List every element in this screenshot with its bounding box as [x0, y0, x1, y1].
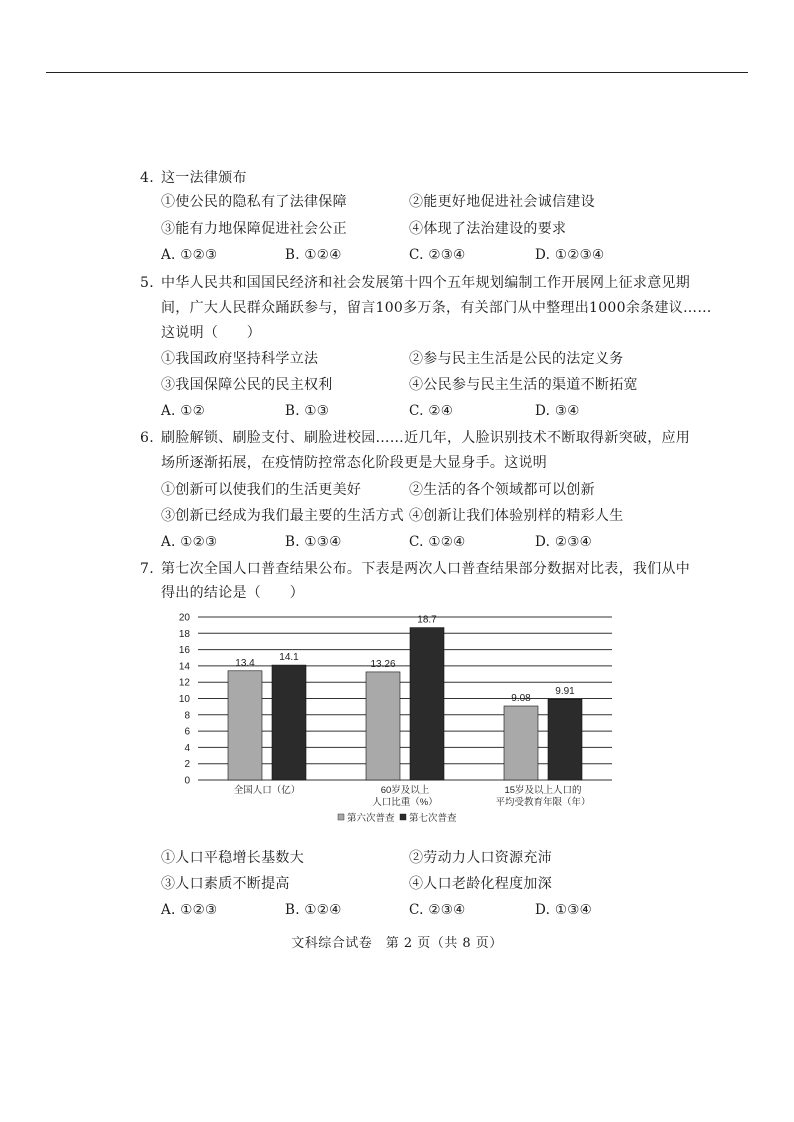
option-2: ②参与民主生活是公民的法定义务	[409, 351, 624, 367]
answer-d: D. ②③④	[535, 534, 593, 550]
answer-c: C. ②④	[409, 403, 454, 419]
bar	[366, 672, 400, 780]
option-2: ②能更好地促进社会诚信建设	[409, 194, 595, 210]
y-tick-label: 8	[184, 710, 190, 722]
question-stem-line: 中华人民共和国国民经济和社会发展第十四个五年规划编制工作开展网上征求意见期	[161, 275, 691, 291]
answer-d: D. ①③④	[535, 902, 593, 918]
answer-b: B. ①②④	[285, 902, 342, 918]
y-tick-label: 20	[178, 612, 190, 624]
option-4: ④创新让我们体验别样的精彩人生	[409, 508, 624, 524]
category-label: 平均受教育年限（年）	[495, 797, 591, 808]
answer-a: A. ①②③	[161, 247, 218, 263]
bar	[272, 665, 306, 780]
option-4: ④公民参与民主生活的渠道不断拓宽	[409, 377, 638, 393]
data-label: 14.1	[279, 652, 299, 664]
y-tick-label: 4	[184, 742, 190, 754]
y-tick-label: 18	[178, 628, 190, 640]
question-stem: 这一法律颁布	[161, 170, 247, 186]
page-footer: 文科综合试卷 第 2 页（共 8 页）	[291, 936, 503, 951]
question-stem-line: 这说明（ ）	[161, 325, 262, 341]
option-1: ①使公民的隐私有了法律保障	[161, 194, 347, 210]
option-3: ③人口素质不断提高	[161, 876, 290, 892]
answer-b: B. ①②④	[285, 247, 342, 263]
bar-chart	[160, 603, 630, 833]
y-tick-label: 0	[184, 775, 190, 787]
category-label: 15岁及以上人口的	[504, 785, 582, 796]
data-label: 9.08	[511, 692, 531, 704]
answer-a: A. ①②③	[161, 534, 218, 550]
category-label: 60岁及以上	[380, 785, 430, 796]
y-tick-label: 14	[178, 661, 190, 673]
option-4: ④体现了法治建设的要求	[409, 221, 567, 237]
option-3: ③能有力地保障促进社会公正	[161, 221, 347, 237]
answer-a: A. ①②	[161, 403, 206, 419]
data-label: 13.26	[370, 658, 396, 670]
legend-label: 第六次普查	[347, 813, 395, 824]
legend-swatch	[338, 814, 344, 820]
y-tick-label: 6	[184, 726, 190, 738]
y-tick-label: 12	[178, 677, 190, 689]
data-label: 18.7	[417, 614, 437, 626]
option-2: ②生活的各个领域都可以创新	[409, 482, 595, 498]
bar	[504, 706, 538, 780]
question-number: 5.	[140, 275, 154, 291]
answer-b: B. ①③④	[285, 534, 342, 550]
y-tick-label: 16	[178, 645, 190, 657]
option-1: ①创新可以使我们的生活更美好	[161, 482, 362, 498]
data-label: 9.91	[555, 686, 575, 698]
option-3: ③我国保障公民的民主权利	[161, 377, 333, 393]
legend-swatch	[400, 814, 406, 820]
category-label: 全国人口（亿）	[233, 785, 301, 796]
answer-d: D. ③④	[535, 403, 580, 419]
question-number: 6.	[140, 430, 154, 446]
answer-d: D. ①②③④	[535, 247, 605, 263]
bar	[228, 671, 262, 780]
question-stem-line: 间，广大人民群众踊跃参与，留言100多万条，有关部门从中整理出1000余条建议……	[161, 300, 712, 316]
answer-c: C. ①②④	[409, 534, 466, 550]
answer-b: B. ①③	[285, 403, 330, 419]
option-2: ②劳动力人口资源充沛	[409, 850, 552, 866]
answer-c: C. ②③④	[409, 247, 466, 263]
y-tick-label: 10	[178, 694, 190, 705]
bar	[548, 699, 582, 780]
question-number: 4.	[140, 170, 154, 186]
data-label: 13.4	[235, 657, 255, 669]
question-number: 7.	[140, 561, 154, 577]
option-1: ①人口平稳增长基数大	[161, 850, 304, 866]
option-4: ④人口老龄化程度加深	[409, 876, 552, 892]
legend-label: 第七次普查	[409, 813, 457, 824]
answer-c: C. ②③④	[409, 902, 466, 918]
answer-a: A. ①②③	[161, 902, 218, 918]
option-1: ①我国政府坚持科学立法	[161, 351, 319, 367]
population-census-chart	[160, 603, 630, 833]
question-stem-line: 刷脸解锁、刷脸支付、刷脸进校园……近几年，人脸识别技术不断取得新突破，应用	[161, 430, 691, 446]
bar	[410, 628, 444, 780]
question-stem-line: 得出的结论是（ ）	[161, 585, 304, 601]
category-label: 人口比重（%）	[372, 797, 438, 808]
header-rule	[46, 72, 748, 73]
question-stem-line: 场所逐渐拓展，在疫情防控常态化阶段更是大显身手。这说明	[161, 455, 548, 471]
option-3: ③创新已经成为我们最主要的生活方式	[161, 508, 405, 524]
y-tick-label: 2	[184, 759, 190, 771]
question-stem-line: 第七次全国人口普查结果公布。下表是两次人口普查结果部分数据对比表，我们从中	[161, 561, 691, 577]
